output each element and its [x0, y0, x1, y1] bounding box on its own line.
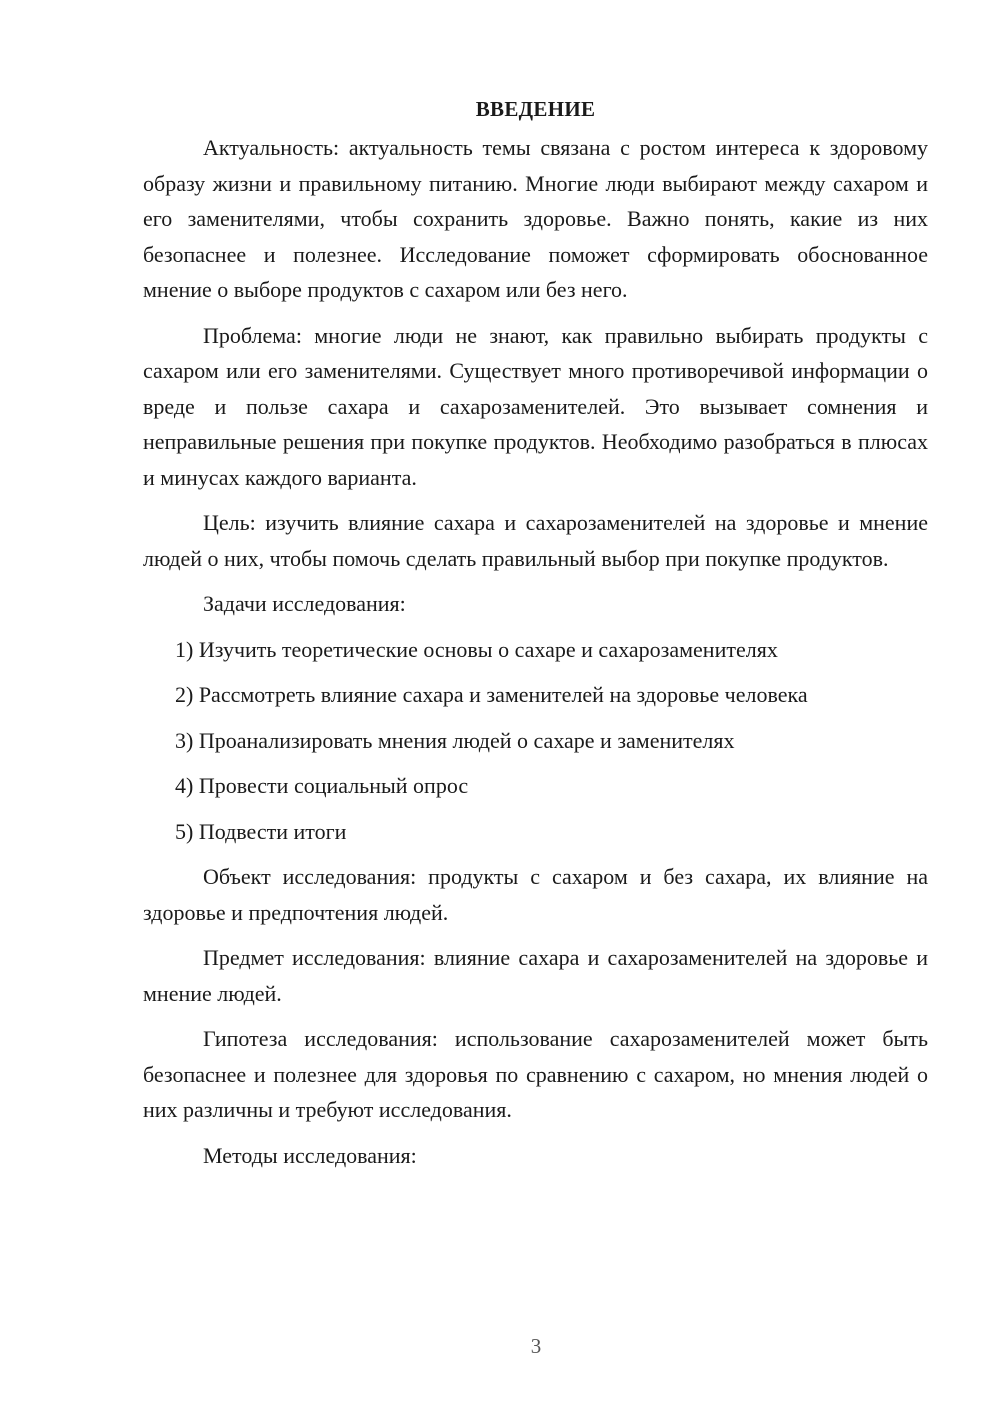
task-item: 1) Изучить теоретические основы о сахаре и сахарозаменителях — [175, 636, 778, 662]
task-item: 3) Проанализировать мнения людей о сахаре и заменителях — [175, 727, 735, 753]
task-item: 2) Рассмотреть влияние сахара и заменителей на здоровье человека — [175, 682, 808, 707]
relevance-paragraph: Актуальность: актуальность темы связана с ростом интереса к здоровому образу жизни и правильному питанию. Многие люди выбирают между сахаром и его заменителями, чтобы сохранить здоровье. Важно понять, какие из них безопаснее и полезнее. Исследование поможет сформировать обоснованное мнение о выборе продуктов с сахаром или без него. — [143, 135, 928, 302]
object-paragraph: Объект исследования: продукты с сахаром и без сахара, их влияние на здоровье и предпочтения людей. — [143, 864, 928, 925]
goal-paragraph: Цель: изучить влияние сахара и сахарозаменителей на здоровье и мнение людей о них, чтобы помочь сделать правильный выбор при покупке продуктов. — [143, 510, 928, 571]
hypothesis-paragraph: Гипотеза исследования: использование сахарозаменителей может быть безопаснее и полезнее для здоровья по сравнению с сахаром, но мнения людей о них различны и требуют исследования. — [143, 1026, 928, 1122]
page-number: 3 — [530, 1334, 542, 1358]
methods-heading: Методы исследования: — [203, 1142, 417, 1168]
page-content — [143, 92, 928, 1183]
section-title: ВВЕДЕНИЕ — [475, 97, 596, 121]
tasks-heading: Задачи исследования: — [203, 591, 406, 616]
subject-paragraph: Предмет исследования: влияние сахара и сахарозаменителей на здоровье и мнение людей. — [143, 945, 928, 1006]
problem-paragraph: Проблема: многие люди не знают, как правильно выбирать продукты с сахаром или его заменителями. Существует много противоречивой информации о вреде и пользе сахара и сахарозаменителей. Это вызывает сомнения и неправильные решения при покупке продуктов. Необходимо разобраться в плюсах и минусах каждого варианта. — [143, 322, 928, 490]
task-item: 4) Провести социальный опрос — [175, 773, 469, 798]
task-item: 5) Подвести итоги — [175, 818, 347, 844]
tasks-list — [143, 632, 928, 850]
